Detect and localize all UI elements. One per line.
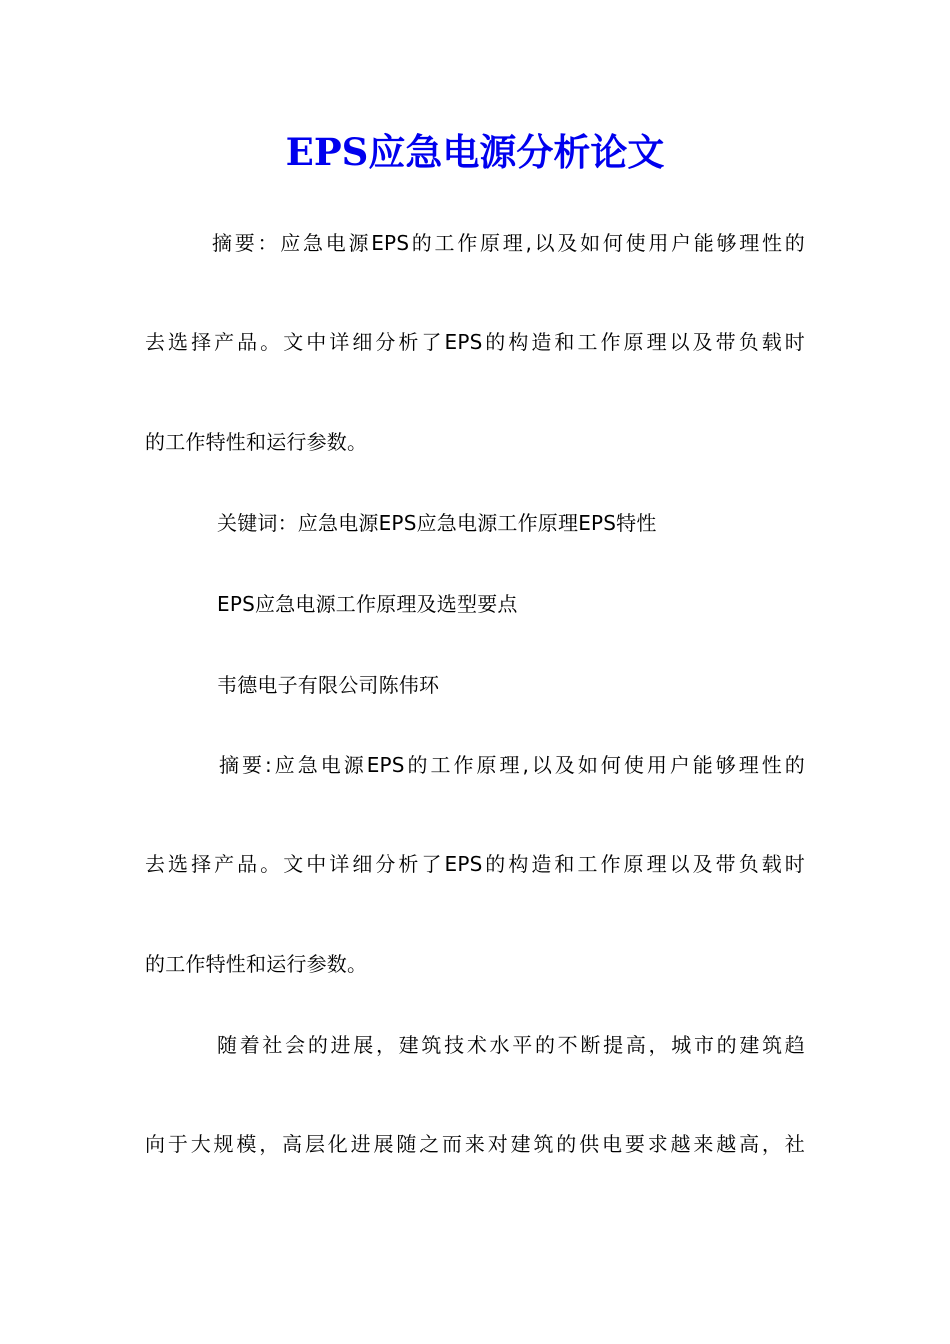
abstract-repeat-line-1: 摘要:应急电源EPS的工作原理,以及如何使用户能够理性的 (219, 753, 805, 777)
document-title: EPS应急电源分析论文 (285, 130, 665, 174)
keywords-line: 关键词：应急电源EPS应急电源工作原理EPS特性 (217, 511, 657, 535)
abstract-repeat-line-3: 的工作特性和运行参数。 (145, 952, 368, 976)
author-line: 韦德电子有限公司陈伟环 (217, 673, 440, 697)
abstract-line-2: 去选择产品。文中详细分析了EPS的构造和工作原理以及带负载时 (145, 330, 805, 354)
subtitle-line: EPS应急电源工作原理及选型要点 (217, 592, 518, 616)
abstract-line-1: 摘要：应急电源EPS的工作原理,以及如何使用户能够理性的 (212, 231, 805, 255)
abstract-line-3: 的工作特性和运行参数。 (145, 430, 368, 454)
body-line-1: 随着社会的进展，建筑技术水平的不断提高，城市的建筑趋 (217, 1033, 805, 1057)
abstract-repeat-line-2: 去选择产品。文中详细分析了EPS的构造和工作原理以及带负载时 (145, 852, 805, 876)
body-line-2: 向于大规模，高层化进展随之而来对建筑的供电要求越来越高，社 (145, 1132, 805, 1156)
